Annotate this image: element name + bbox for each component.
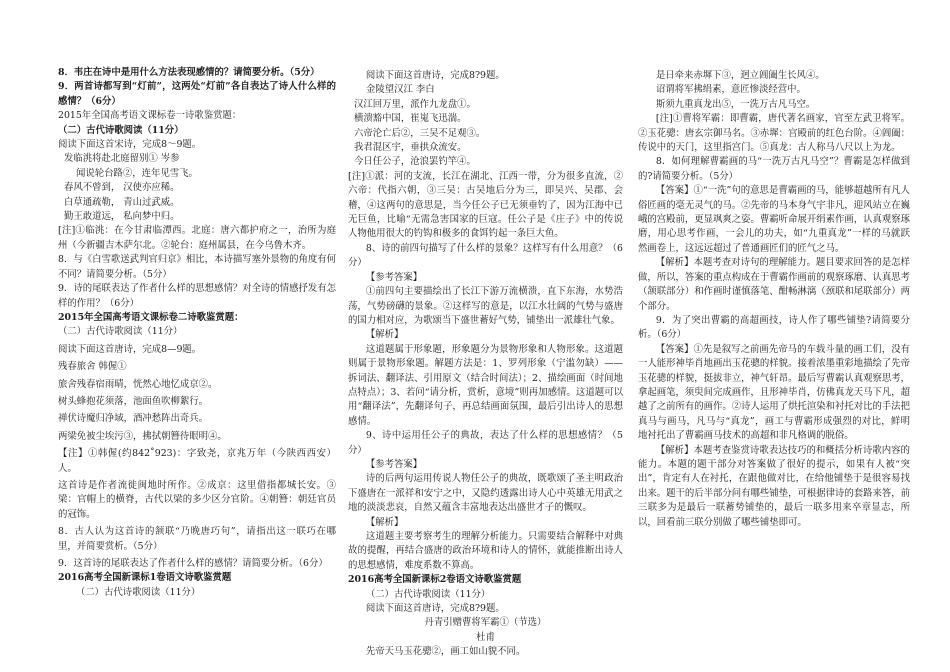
col1-paragraph: 两梁免被尘埃污③，拂拭朝簪待眼明④。 <box>58 430 227 442</box>
col1-paragraph: 2016高考全国新课标1卷语文诗歌鉴赏题 <box>58 572 232 584</box>
column-middle <box>348 69 623 660</box>
col1-paragraph: 8．与《白雪歌送武判官归京》相比，本诗描写塞外景物的角度有何不同？请简要分析。（5分） <box>58 254 336 280</box>
column-right <box>638 69 910 530</box>
col1-paragraph: 发临洮将赴北庭留别① 岑参 <box>64 153 180 165</box>
column-left <box>58 66 336 600</box>
col2-paragraph: 【参考答案】 <box>365 458 423 470</box>
col1-paragraph: 8．韦庄在诗中是用什么方法表现感情的？请简要分析。（5分） <box>58 67 320 78</box>
col1-paragraph: 勤王敢道远， 私向梦中归。 <box>64 211 180 223</box>
col1-paragraph: 旅舍残春宿雨晴，恍然心地忆成京②。 <box>58 378 218 390</box>
col1-paragraph: 9．两首诗都写到“灯前”，这两处“灯前”各自表达了诗人什么样的感情？（6分） <box>58 81 336 107</box>
col1-paragraph: 【注】①韩偓(约842˚923)：字致尧，京兆万年（今陕西西安）人。 <box>58 448 336 474</box>
col3-paragraph: 是日牵来赤墀下③，迥立阊阖生长风④。 <box>655 70 825 81</box>
col3-paragraph: 【答案】①“一洗”句的意思是曹霸画的马，能够超越所有凡人俗匠画的毫无灵气的马。②先帝的马本身气宇非凡，迎风站立在巍峨的宫殿前，更显飒爽之姿。曹霸听命展开绢素作画，认真观察琢磨，用心思考作画，一会儿的功夫，如“九重真龙”一样的马就跃然画卷上，这远远超过了普通画匠们的匠气之马。 <box>638 185 910 254</box>
col2-paragraph: 丹青引赠曹将军霸①（节选） <box>424 617 547 629</box>
col2-paragraph: 杜甫 <box>476 631 495 643</box>
col2-paragraph: 这道题属于形象题，形象题分为景物形象和人物形象。这道题则属于景物形象题。解题方法是：1、罗列形象（宁滥勿缺）——拆词法、翻译法、引用原文（结合时间法）；2、描绘画面（时间地点特点）；3、若问“请分析，赏析，意境”则再加感情。这道题可以用“翻译法”，先翻译句子，再总结画面氛围，最后引出诗人的思想感情。 <box>348 343 623 427</box>
col2-paragraph: 【参考答案】 <box>365 271 423 283</box>
col1-paragraph: 阅读下面这首宋诗，完成8～9题。 <box>58 139 202 151</box>
col1-paragraph: 2015年全国高考语文课标卷二诗歌鉴赏题： <box>58 311 244 323</box>
col3-paragraph: 斯须九重真龙出⑤，一洗万古凡马空。 <box>655 98 816 110</box>
col1-paragraph: 禅伏诗魔归净域，酒冲愁阵出奇兵。 <box>58 413 209 425</box>
col1-paragraph: 树头蜂抱花须落，池面鱼吹柳絮行。 <box>58 395 209 407</box>
col2-paragraph: 【解析】 <box>365 516 404 528</box>
col1-paragraph: 9．诗的尾联表达了作者什么样的思想感情？对全诗的情感抒发有怎样的作用？（6分） <box>58 283 336 309</box>
col1-paragraph: 春风不曾到， 汉使亦应稀。 <box>64 182 180 194</box>
col2-paragraph: 金陵望汉江 李白 <box>366 84 435 96</box>
col1-paragraph: （二）古代诗歌阅读（11分） <box>58 124 184 136</box>
col1-paragraph: 2015年全国高考语文课标卷一诗歌鉴赏题： <box>58 110 242 122</box>
col2-paragraph: 9、诗中运用任公子的典故，表达了什么样的思想感情？（5分） <box>348 430 623 456</box>
col3-paragraph: 8．如何理解曹霸画的马“一洗万古凡马空”？曹霸是怎样做到的?请简要分析。（5分） <box>638 156 910 182</box>
col1-paragraph: 残春旅舍 韩偓① <box>58 361 127 373</box>
col2-paragraph: 先帝天马玉花骢②，画工如山貌不同。 <box>365 646 526 658</box>
col2-paragraph: 8、诗的前四句描写了什么样的景象？这样写有什么用意？（6分） <box>348 242 623 269</box>
col3-paragraph: 【解析】本题考查鉴赏诗歌表达技巧的和概括分析诗歌内容的能力。本题的题干部分对答案做了很好的提示，如果有人被“突出”，肯定有人在衬托，在跟他做对比，在给他铺垫于是很容易找出来。题干的后半部分问有哪些铺垫，可根据律诗的套路来答，前三联多为是最后一联蓄势铺垫的，最后一联多用来卒章显志，所以，回看前三联分别做了哪些铺垫即可。 <box>638 444 910 528</box>
col2-paragraph: 横溃豁中国，崔嵬飞迅湍。 <box>354 113 467 125</box>
col1-paragraph: 白草通疏勒， 青山过武威。 <box>64 196 180 208</box>
col2-paragraph: 我君混区宇，垂拱众流安。 <box>354 142 467 154</box>
col2-paragraph: （二）古代诗歌阅读（11分） <box>365 588 491 600</box>
col1-paragraph: 阅读下面这首唐诗，完成8—9题。 <box>58 343 202 355</box>
col3-paragraph: [注]①曹将军霸：即曹霸，唐代著名画家，官至左武卫将军。②玉花骢：唐玄宗御马名。③赤墀：宫殿前的红色台阶。④阊阖：传说中的天门，这里指宫门。⑤真龙：古人称马八尺以上为龙。 <box>638 113 910 154</box>
col2-paragraph: 汉江回万里，派作九龙盘①。 <box>354 98 476 110</box>
col1-paragraph: （二）古代诗歌阅读（11分） <box>75 586 201 598</box>
col2-paragraph: ①前四句主要描绘出了长江下游万流横溃，直下东海，水势浩荡，气势磅礴的景象。②这样写的意是，以江水壮阔的气势与盛唐的国力相对应，为歌颂当下盛世蓄好气势，铺垫出一派雄壮气象。 <box>348 286 623 326</box>
col1-paragraph: 闻说轮台路②，连年见雪飞。 <box>76 167 198 179</box>
col1-paragraph: [注]①临洮：在今甘肃临潭西。北庭：唐六都护府之一，治所为庭州（今新疆吉木萨尔北。②轮台：庭州属县，在今乌鲁木齐。 <box>58 225 336 251</box>
col2-paragraph: 今日任公子，沧浪罢钓竿④。 <box>354 156 476 168</box>
col3-paragraph: 9．为了突出曹霸的高超画技，诗人作了哪些铺垫?请简要分析。（6分） <box>638 314 910 341</box>
col2-paragraph: 诗的后两句运用传说人物任公子的典故，既歌颂了圣主明政治下盛唐在一派祥和安宁之中，又隐约透露出诗人心中英雄无用武之地的淡淡悲哀，自然又蕴含丰富地表达出盛世才子的慨叹。 <box>348 473 623 514</box>
col3-paragraph: 【答案】①先是叙写之前画先帝马的车载斗量的画工们，没有一人能形神毕肖地画出玉花骢的样貌。接着浓墨重彩地描绘了先帝玉花骢的样貌，挺拔非立，神气轩昂。最后写曹霸认真观察思考，拿起画笔，须臾间完成画作，且形神毕肖，仿佛真龙天马下凡，超越了之前所有的画作。②诗人运用了烘托渲染和衬托对比的手法把真马与画马，凡马与“真龙”，画工与曹霸形成强烈的对比，鲜明地衬托出了曹霸画马技术的高超和非凡格调的脱俗。 <box>638 343 910 442</box>
col2-paragraph: 阅读下面这首唐诗，完成8?9题。 <box>365 70 505 81</box>
col2-paragraph: [注]①派：河的支流，长江在湖北、江西一带，分为很多直流，②六帝：代指六朝，③三吴：古吴地后分为三，即吴兴、吴郡、会稽，④这两句的意思是，当今任公子已无须垂钓了，因为江海中已无巨鱼，比喻“无需急害国家的巨寇。任公子是《庄子》中的传说人物他用很大的钓钩和极多的食饵钓起一条巨大鱼。 <box>348 170 623 240</box>
col2-paragraph: 阅读下面这首唐诗，完成8?9题。 <box>365 603 505 615</box>
col1-paragraph: （二）古代诗歌阅读（11分） <box>58 326 183 338</box>
col2-paragraph: 六帝沦亡后②，三吴不足观③。 <box>354 127 486 139</box>
col1-paragraph: 8．古人认为这首诗的颔联“乃晚唐巧句”，请指出这一联巧在哪里，并简要赏析。（5分） <box>58 526 336 552</box>
col1-paragraph: 这首诗是作者流徙闽地时所作。②成京：这里借指都城长安。③梁：官帽上的横脊，古代以梁的多少区分官阶。④朝簪：朝廷官员的冠饰。 <box>58 479 336 520</box>
col2-paragraph: 2016高考全国新课标2卷语文诗歌鉴赏题 <box>348 574 522 586</box>
col2-paragraph: 【解析】 <box>365 329 404 341</box>
col1-paragraph: 9．这首诗的尾联表达了作者什么样的感情？请简要分析。（6分） <box>58 558 328 569</box>
col3-paragraph: 诏谓将军拂绢素，意匠惨淡经营中。 <box>655 84 806 96</box>
col2-paragraph: 这道题主要考察考生的理解分析能力。只需要结合解释中对典故的提醒，再结合盛唐的政治环境和诗人的情怀，就能推断出诗人的思想感情，难度系数不算高。 <box>348 531 623 571</box>
col3-paragraph: 【解析】本题考查对诗句的理解能力。题目要求回答的是怎样做，所以，答案的重点构成在于曹霸作画前的观察琢磨、认真思考（颔联部分）和作画时谨慎落笔、酣畅淋漓（颈联和尾联部分）两个部分。 <box>638 257 910 312</box>
